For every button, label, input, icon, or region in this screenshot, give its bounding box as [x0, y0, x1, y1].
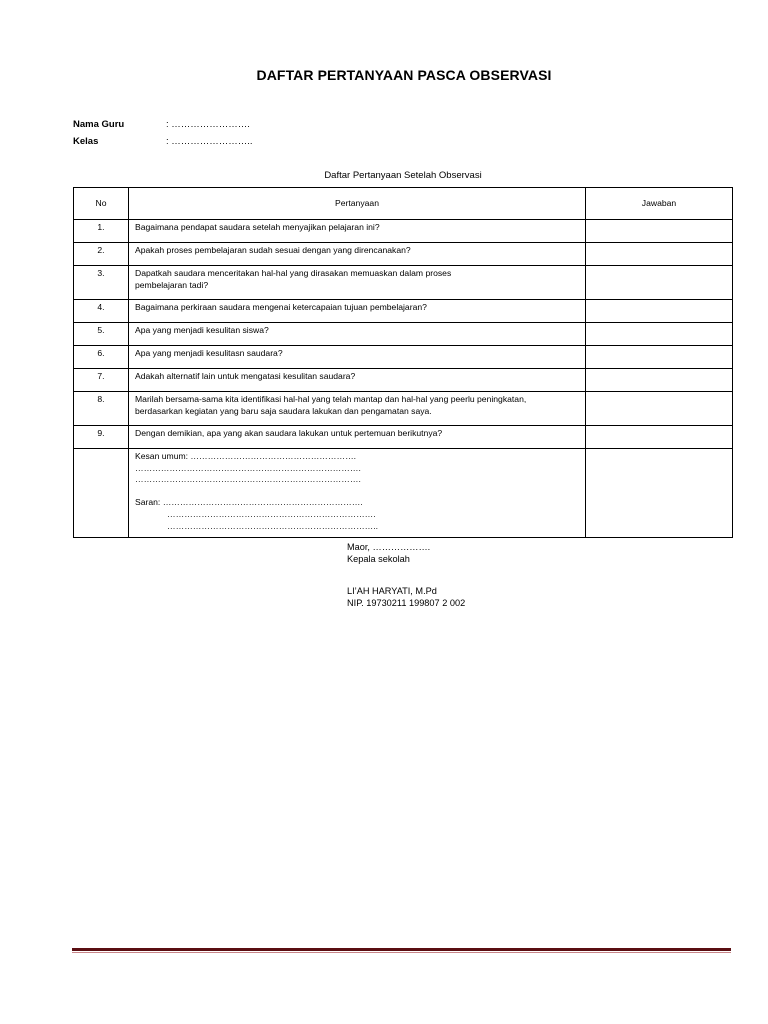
row-question: Marilah bersama-sama kita identifikasi hal-hal yang telah mantap dan hal-hal yang peerlu peningkatan, berdasarkan kegiatan yang baru saja saudara lakukan dan pengamatan saya. [129, 392, 586, 426]
row-answer[interactable] [586, 300, 733, 323]
signature-block [347, 541, 430, 565]
table-row [74, 243, 733, 266]
notes-cell [129, 449, 586, 538]
row-number: 8. [74, 392, 129, 426]
row-number: 5. [74, 323, 129, 346]
row-answer[interactable] [586, 426, 733, 449]
header-no: No [74, 188, 129, 220]
row-number: 1. [74, 220, 129, 243]
general-impression-line: ……………………………………………………………………. [135, 474, 361, 485]
row-question: Adakah alternatif lain untuk mengatasi kesulitan saudara? [129, 369, 586, 392]
row-number: 6. [74, 346, 129, 369]
table-row [74, 266, 733, 300]
table-title: Daftar Pertanyaan Setelah Observasi [324, 170, 482, 181]
row-number: 3. [74, 266, 129, 300]
row-answer[interactable] [586, 220, 733, 243]
table-row [74, 220, 733, 243]
row-answer[interactable] [586, 266, 733, 300]
footer-line-light [72, 952, 731, 953]
footer-divider [72, 948, 731, 955]
signature-nip: NIP. 19730211 199807 2 002 [347, 598, 466, 608]
row-question: Dapatkah saudara menceritakan hal-hal yang dirasakan memuaskan dalam proses pembelajaran tadi? [129, 266, 586, 300]
suggestion-label: Saran: ……………………………………………………………. [135, 497, 363, 508]
suggestion-line: ………………………………………………………………. [167, 508, 376, 519]
header-question: Pertanyaan [129, 188, 586, 220]
teacher-name-value: : ……………………. [166, 119, 250, 130]
footer-line-dark [72, 948, 731, 951]
row-question: Apakah proses pembelajaran sudah sesuai dengan yang direncanakan? [129, 243, 586, 266]
table-row [74, 392, 733, 426]
notes-row [74, 449, 733, 538]
row-number: 9. [74, 426, 129, 449]
row-number: 7. [74, 369, 129, 392]
row-answer[interactable] [586, 392, 733, 426]
table-row [74, 323, 733, 346]
row-answer[interactable] [586, 369, 733, 392]
table-row [74, 426, 733, 449]
notes-answer-cell[interactable] [586, 449, 733, 538]
general-impression-label: Kesan umum: …………………………………………………. [135, 451, 357, 461]
signature-position: Kepala sekolah [347, 554, 410, 564]
class-value: : …………………….. [166, 136, 253, 147]
questions-table [73, 187, 733, 538]
row-answer[interactable] [586, 323, 733, 346]
teacher-name-label: Nama Guru [73, 119, 125, 130]
row-answer[interactable] [586, 243, 733, 266]
notes-number-cell [74, 449, 129, 538]
signature-name-block [347, 585, 465, 609]
table-row [74, 300, 733, 323]
signature-name: LI’AH HARYATI, M.Pd [347, 586, 437, 596]
class-label: Kelas [73, 136, 99, 147]
row-question: Bagaimana perkiraan saudara mengenai ketercapaian tujuan pembelajaran? [129, 300, 586, 323]
row-question: Dengan demikian, apa yang akan saudara lakukan untuk pertemuan berikutnya? [129, 426, 586, 449]
row-question: Apa yang menjadi kesulitan siswa? [129, 323, 586, 346]
row-number: 2. [74, 243, 129, 266]
suggestion-line: ……………………………………………………………….. [167, 520, 379, 531]
row-question: Apa yang menjadi kesulitasn saudara? [129, 346, 586, 369]
table-row [74, 369, 733, 392]
row-question: Bagaimana pendapat saudara setelah menyajikan pelajaran ini? [129, 220, 586, 243]
signature-place-date: Maor, ………………. [347, 542, 431, 552]
general-impression-line: ……………………………………………………………………. [135, 462, 361, 473]
row-number: 4. [74, 300, 129, 323]
row-answer[interactable] [586, 346, 733, 369]
table-row [74, 346, 733, 369]
header-answer: Jawaban [586, 188, 733, 220]
table-header-row [74, 188, 733, 220]
page-title: DAFTAR PERTANYAAN PASCA OBSERVASI [256, 67, 552, 83]
